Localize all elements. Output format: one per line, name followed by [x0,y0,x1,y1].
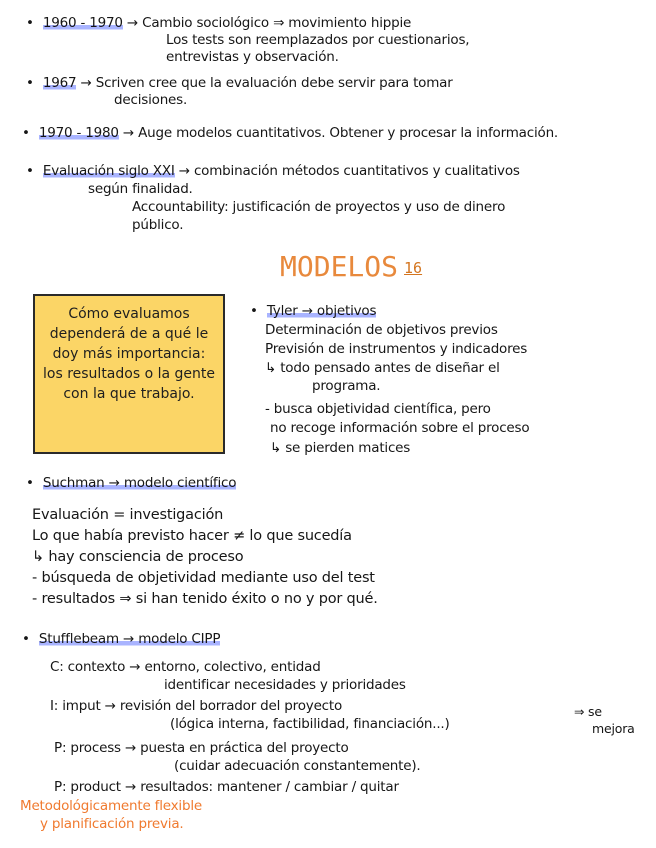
section-title [280,250,422,283]
tyler-line-5: - busca objetividad científica, pero [265,401,491,417]
history-line-1967-b: decisiones. [114,92,188,108]
tyler-line-2: Previsión de instrumentos y indicadores [265,341,528,357]
stufflebeam-heading [22,630,220,648]
history-line-1960-b: Los tests son reemplazados por cuestionarios, [166,32,470,48]
history-line-1960 [26,14,411,32]
suchman-line-1: Evaluación = investigación [32,507,224,523]
history-text-1970: → Auge modelos cuantitativos. Obtener y procesar la información. [122,125,559,141]
suchman-line-5: - resultados ⇒ si han tenido éxito o no y por qué. [32,591,378,607]
history-line-xxi [26,162,520,180]
cipp-input-1: I: imput → revisión del borrador del proyecto [50,698,343,714]
cipp-input-3: ⇒ se [574,704,602,719]
evaluacion-siglo-xxi: Evaluación siglo XXI [42,163,175,179]
history-text-1967: → Scriven cree que la evaluación debe servir para tomar [80,75,453,91]
tyler-line-3: ↳ todo pensado antes de diseñar el [265,360,500,376]
cipp-product: P: product → resultados: mantener / cambiar / quitar [54,779,399,795]
cipp-process-1: P: process → puesta en práctica del proyecto [54,740,349,756]
date-1967: 1967 [42,75,77,91]
history-text-xxi: → combinación métodos cuantitativos y cualitativos [178,163,520,179]
history-line-1960-c: entrevistas y observación. [166,49,339,65]
suchman-line-3: ↳ hay consciencia de proceso [32,549,244,565]
date-1970-1980: 1970 - 1980 [38,125,119,141]
cipp-context-1: C: contexto → entorno, colectivo, entidad [50,659,321,675]
orange-note-2: y planificación previa. [40,816,184,832]
orange-note-1: Metodológicamente flexible [20,798,203,814]
sticky-note: Cómo evaluamos dependerá de a qué le doy más importancia: los resultados o la gente con la que trabajo. [33,294,225,454]
history-line-xxi-c: Accountability: justificación de proyectos y uso de dinero [132,199,506,215]
history-line-xxi-d: público. [132,217,184,233]
suchman-title: Suchman → modelo científico [42,475,237,491]
date-1960-1970: 1960 - 1970 [42,15,123,31]
cipp-context-2: identificar necesidades y prioridades [164,677,406,693]
tyler-line-6: no recoge información sobre el proceso [270,420,530,436]
cipp-input-2: (lógica interna, factibilidad, financiación...) [170,716,450,732]
tyler-line-1: Determinación de objetivos previos [265,322,498,338]
history-line-xxi-b: según finalidad. [88,181,193,197]
suchman-line-2: Lo que había previsto hacer ≠ lo que sucedía [32,528,352,544]
section-title-text: MODELOS [280,250,399,283]
cipp-process-2: (cuidar adecuación constantemente). [174,758,421,774]
suchman-line-4: - búsqueda de objetividad mediante uso del test [32,570,375,586]
tyler-line-7: ↳ se pierden matices [270,440,411,456]
history-line-1967 [26,74,453,92]
suchman-heading [26,474,236,492]
cipp-input-4: mejora [592,721,635,736]
tyler-line-4: programa. [312,378,381,394]
history-text-1960: → Cambio sociológico ⇒ movimiento hippie [126,15,412,31]
tyler-heading [250,302,376,320]
history-line-1970 [22,124,558,142]
tyler-title: Tyler → objetivos [266,303,377,319]
stufflebeam-title: Stufflebeam → modelo CIPP [38,631,221,647]
page-number: 16 [404,259,423,277]
